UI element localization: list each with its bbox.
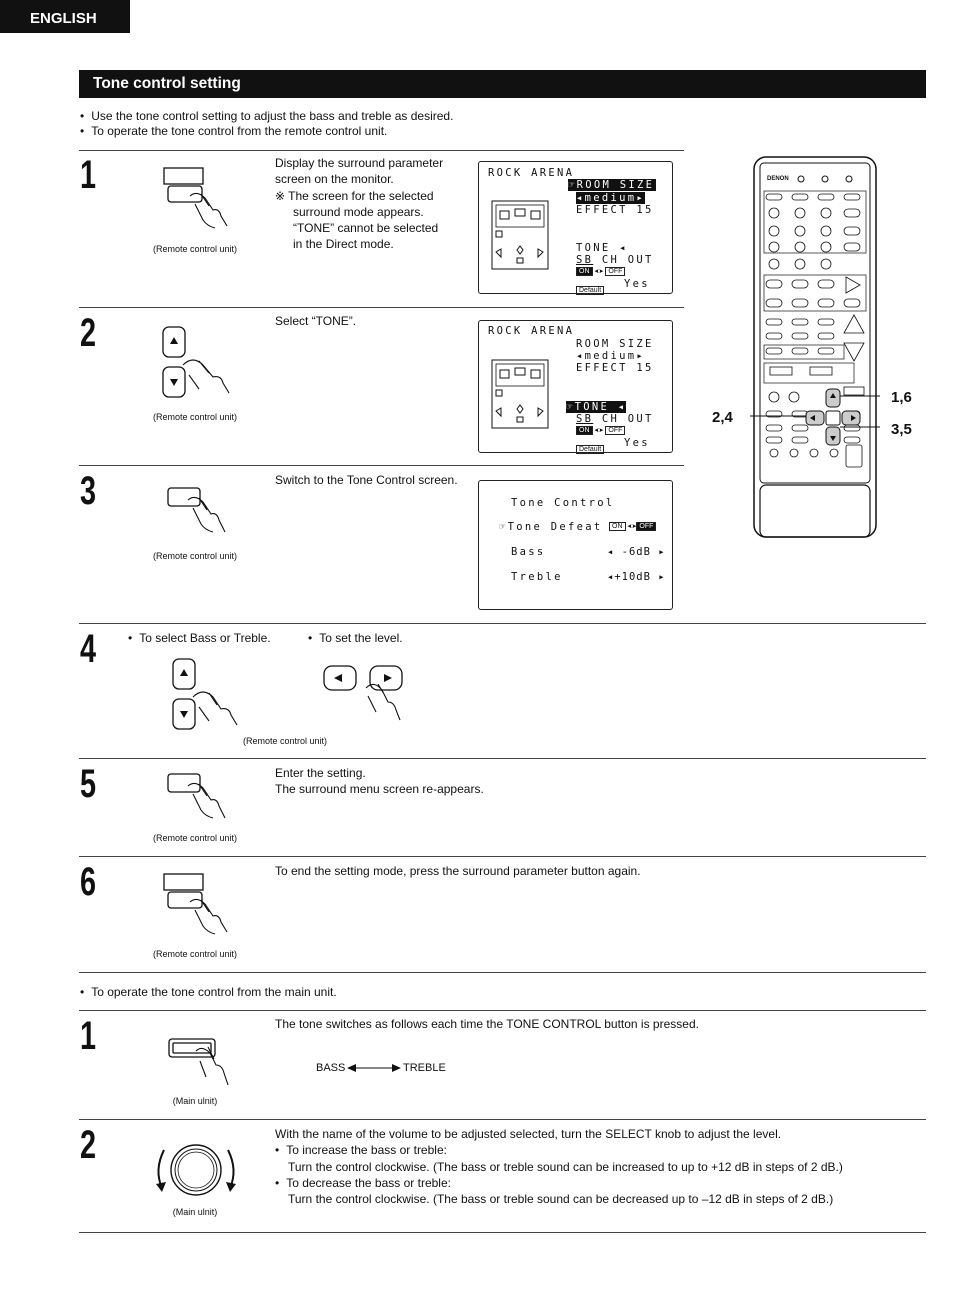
speaker-layout-icon <box>491 359 551 431</box>
step-number: 1 <box>80 1014 96 1058</box>
osd-screen-tone-control: Tone Control ☞Tone Defeat ON ◂:▸ OFF Bass ◂ -6dB ▸ Treble ◂+10dB ▸ <box>478 480 673 610</box>
divider <box>79 1232 926 1233</box>
hand-press-button-icon <box>155 484 245 544</box>
step-number: 2 <box>80 1123 96 1167</box>
double-arrow-icon <box>346 1062 402 1074</box>
step-number: 3 <box>80 469 96 513</box>
main-step-2-text: With the name of the volume to be adjusted selected, turn the SELECT knob to adjust the level. • To increase the bass or treble: Turn the control clockwise. (The bass or treble sound can be increased to up to +12 dB in steps of 2 dB.) • To decrease the bass or treble: Turn the control clockwise. (The bass or treble sound can be decreased up to –12 dB in steps of 2 dB.) <box>275 1126 915 1207</box>
step-number: 6 <box>80 860 96 904</box>
caption: (Remote control unit) <box>152 412 238 422</box>
step-1-text: Display the surround parameter screen on the monitor. ※ The screen for the selected surround mode appears. “TONE” cannot be selected in the Direct mode. <box>275 156 444 252</box>
section-title: Tone control setting <box>79 70 926 98</box>
osd-screen-surround: ROCK ARENA ☞ROOM SIZE ◂medium▸ EFFECT 15 TONE ◂ SB CH OUT ON ◂:▸ OFF Default Yes <box>478 161 673 294</box>
step-number: 4 <box>80 627 96 671</box>
divider <box>79 307 684 308</box>
step-4-bullet-b: • To set the level. <box>308 630 403 646</box>
hand-press-button-icon <box>155 160 245 232</box>
hand-press-button-icon <box>155 770 245 830</box>
caption: (Main ulnit) <box>172 1096 218 1106</box>
callout-2-4: 2,4 <box>712 409 733 426</box>
callout-3-5: 3,5 <box>891 421 912 438</box>
step-4-bullet-a: • To select Bass or Treble. <box>128 630 271 646</box>
step-2-text: Select “TONE”. <box>275 314 357 328</box>
osd-screen-tone-select: ROCK ARENA ROOM SIZE ◂medium▸ EFFECT 15 ☞TONE ◂ SB CH OUT ON ◂:▸ OFF Default Yes <box>478 320 673 453</box>
brand-logo: DENON <box>767 176 789 182</box>
step-number: 2 <box>80 311 96 355</box>
hand-press-button-icon <box>155 866 245 938</box>
bass-label: BASS <box>316 1062 346 1074</box>
divider <box>79 465 684 466</box>
intro-bullet-1: • Use the tone control setting to adjust the bass and treble as desired. <box>80 109 453 125</box>
step-3-text: Switch to the Tone Control screen. <box>275 473 458 487</box>
caption: (Remote control unit) <box>152 949 238 959</box>
treble-label: TREBLE <box>403 1062 446 1074</box>
callout-1-6: 1,6 <box>891 389 912 406</box>
hand-press-up-down-icon <box>165 655 245 733</box>
divider <box>79 972 926 973</box>
main-intro: • To operate the tone control from the main unit. <box>80 985 337 1001</box>
step-number: 1 <box>80 153 96 197</box>
main-step-1-text: The tone switches as follows each time the TONE CONTROL button is pressed. <box>275 1017 699 1031</box>
caption: (Remote control unit) <box>152 551 238 561</box>
select-knob-icon <box>150 1136 242 1206</box>
caption: (Remote control unit) <box>242 736 328 746</box>
caption: (Remote control unit) <box>152 833 238 843</box>
step-5-text: Enter the setting. The surround menu screen re-appears. <box>275 766 484 797</box>
divider <box>79 856 926 857</box>
language-tab: ENGLISH <box>0 0 130 33</box>
remote-control-illustration <box>750 155 880 540</box>
speaker-layout-icon <box>491 200 551 272</box>
hand-press-left-right-icon <box>318 660 413 722</box>
hand-press-tone-control-button-icon <box>160 1035 240 1093</box>
intro-bullet-2: • To operate the tone control from the remote control unit. <box>80 124 387 140</box>
step-number: 5 <box>80 762 96 806</box>
hand-press-up-down-icon <box>155 323 245 398</box>
caption: (Main ulnit) <box>172 1207 218 1217</box>
divider <box>79 1010 926 1011</box>
divider <box>79 623 926 624</box>
step-6-text: To end the setting mode, press the surround parameter button again. <box>275 864 641 878</box>
caption: (Remote control unit) <box>152 244 238 254</box>
divider <box>79 150 684 151</box>
divider <box>79 1119 926 1120</box>
divider <box>79 758 926 759</box>
